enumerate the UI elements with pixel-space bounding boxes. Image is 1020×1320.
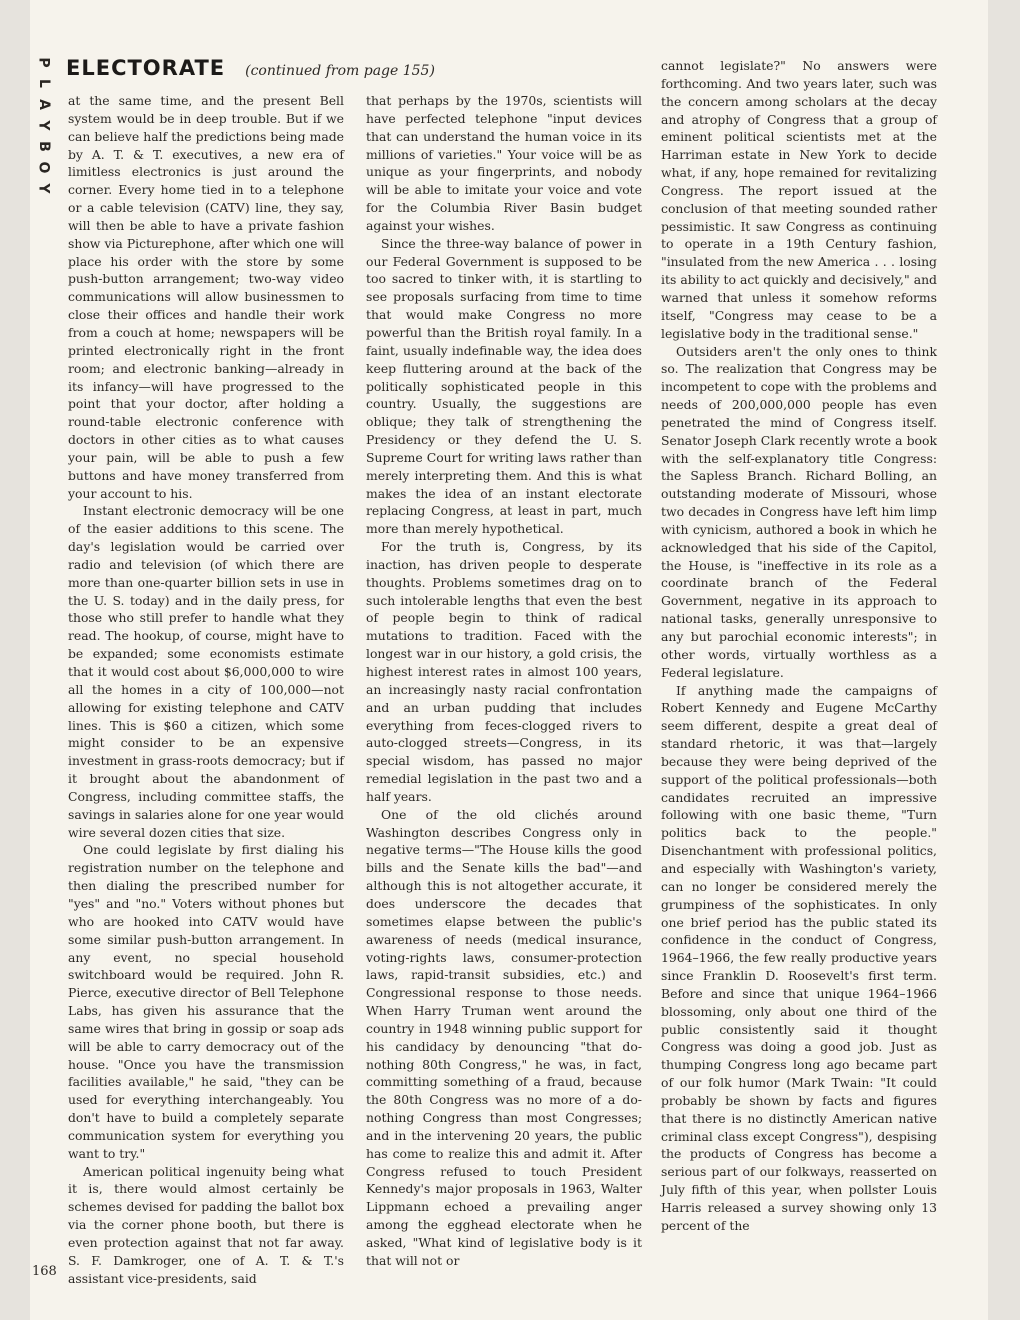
- paragraph: cannot legislate?" No answers were forthcoming. And two years later, such was the concern among scholars at the decay and atrophy of Congress that a group of eminent political scientists met at the Harriman estate in New York to decide what, if any, hope remained for revitalizing Congress. The report issued at the conclusion of that meeting sounded rather pessimistic. It saw Congress as continuing to operate in a 19th Century fashion, "insulated from the new America . . . losing its ability to act quickly and decisively," and warned that unless it somehow reforms itself, "Congress may cease to be a legislative body in the traditional sense.": [661, 58, 937, 341]
- paragraph: Instant electronic democracy will be one of the easier additions to this scene. The day's legislation would be carried over radio and television (of which there are more than one-quarter billion sets in use in the U. S. today) and in the daily press, for those who still prefer to handle what they read. The hookup, of course, might have to be expanded; some economists estimate that it would cost about $6,000,000 to wire all the homes in a city of 100,000—not allowing for existing telephone and CATV lines. This is $60 a citizen, which some might consider to be an expensive investment in grass-roots democracy; but if it brought about the abandonment of Congress, including committee staffs, the savings in salaries alone for one year would wire several dozen cities that size.: [68, 503, 344, 840]
- magazine-page: [30, 0, 988, 1320]
- sidebar-letter: Y: [35, 183, 52, 194]
- paragraph: Outsiders aren't the only ones to think so. The realization that Congress may be incompetent to cope with the problems and needs of 200,000,000 people has even penetrated the mind of Congress itself. Senator Joseph Clark recently wrote a book with the self-explanatory title Congress: the Sapless Branch. Richard Bolling, an outstanding moderate of Missouri, whose two decades in Congress have left him limp with cynicism, authored a book in which he acknowledged that his side of the Capitol, the House, is "ineffective in its role as a coordinate branch of the Federal Government, negative in its approach to national tasks, generally unresponsive to any but parochial economic interests"; in other words, virtually worthless as a Federal legislature.: [661, 343, 937, 680]
- paragraph: One could legislate by first dialing his registration number on the telephone and then dialing the prescribed number for "yes" and "no." Voters without phones but who are hooked into CATV would have some similar push-button arrangement. In any event, no special household switchboard would be required. John R. Pierce, executive director of Bell Telephone Labs, has given his assurance that the same wires that bring in gossip or soap ads will be able to carry democracy out of the house. "Once you have the transmission facilities available," he said, "they can be used for everything interchangeably. You don't have to build a completely separate communication system for everything you want to try.": [68, 842, 344, 1161]
- magazine-name-vertical: [30, 52, 56, 199]
- section-title: ELECTORATE: [66, 56, 226, 80]
- paragraph: One of the old clichés around Washington describes Congress only in negative terms—"The House kills the good bills and the Senate kills the bad"—and although this is not altogether accurate, it does underscore the decades that sometimes elapse between the public's awareness of needs (medical insurance, voting-rights laws, consumer-protection laws, rapid-transit subsidies, etc.) and Congressional response to those needs. When Harry Truman went around the country in 1948 winning public support for his candidacy by denouncing "that do-nothing 80th Congress," he was, in fact, committing something of a fraud, because the 80th Congress was no more of a do-nothing Congress than most Congresses; and in the intervening 20 years, the public has come to realize this and admit it. After Congress refused to touch President Kennedy's major proposals in 1963, Walter Lippmann echoed a prevailing anger among the egghead electorate when he asked, "What kind of legislative body is it that will not or: [366, 806, 642, 1268]
- paragraph: If anything made the campaigns of Robert Kennedy and Eugene McCarthy seem different, despite a great deal of standard rhetoric, it was that—largely because they were being deprived of the support of the political professionals—both candidates recruited an impressive following with one basic theme, "Turn politics back to the people." Disenchantment with professional politics, and especially with Washington's variety, can no longer be considered merely the grumpiness of the sophisticates. In only one brief period has the public stated its confidence in the conduct of Congress, 1964–1966, the few really productive years since Franklin D. Roosevelt's first term. Before and since that unique 1964–1966 blossoming, only about one third of the public consistently said it thought Congress was doing a good job. Just as thumping Congress long ago became part of our folk humor (Mark Twain: "It could probably be shown by facts and figures that there is no distinctly American native criminal class except Congress"), despising the products of Congress has become a serious part of our folkways, reasserted on July fifth of this year, when pollster Louis Harris released a survey showing only 13 percent of the: [661, 682, 937, 1233]
- sidebar-letter: O: [35, 161, 52, 174]
- paragraph: that perhaps by the 1970s, scientists will have perfected telephone "input devices that can understand the human voice in its millions of varieties." Your voice will be as unique as your fingerprints, and nobody will be able to imitate your voice and vote for the Columbia River Basin budget against your wishes.: [366, 93, 642, 233]
- sidebar-letter: Y: [35, 120, 52, 131]
- paragraph: For the truth is, Congress, by its inaction, has driven people to desperate thoughts. Problems sometimes drag on to such intolerable lengths that even the best of people begin to think of radical mutations to tradition. Faced with the longest war in our history, a gold crisis, the highest interest rates in almost 100 years, an increasingly nasty racial confrontation and an urban pudding that includes everything from feces-clogged rivers to auto-clogged streets—Congress, in its special wisdom, has passed no major remedial legislation in the past two and a half years.: [366, 539, 642, 804]
- text-column-3: [661, 57, 937, 1235]
- paragraph: American political ingenuity being what it is, there would almost certainly be schemes devised for padding the ballot box via the corner phone booth, but there is even protection against that not far away. S. F. Damkroger, one of A. T. & T.'s assistant vice-presidents, said: [68, 1163, 344, 1286]
- text-column-2: [366, 92, 642, 1270]
- paragraph: Since the three-way balance of power in our Federal Government is supposed to be too sacred to tinker with, it is startling to see proposals surfacing from time to time that would make Congress no more powerful than the British royal family. In a faint, usually indefinable way, the idea does keep fluttering around at the back of the politically sophisticated people in this country. Usually, the suggestions are oblique; they talk of strengthening the Presidency or they defend the U. S. Supreme Court for writing laws rather than merely interpreting them. And this is what makes the idea of an instant electorate replacing Congress, at least in part, much more than merely hypothetical.: [366, 235, 642, 537]
- article-header: [66, 56, 435, 86]
- sidebar-letter: B: [35, 141, 52, 152]
- continued-note: (continued from page 155): [245, 63, 435, 79]
- paragraph: at the same time, and the present Bell system would be in deep trouble. But if we can believe half the predictions being made by A. T. & T. executives, a new era of limitless electronics is just around the corner. Every home tied in to a telephone or a cable television (CATV) line, they say, will then be able to have a private fashion show via Picturephone, after which one will place his order with the store by some push-button arrangement; two-way video communications will allow businessmen to close their offices and handle their work from a couch at home; newspapers will be printed electronically right in the front room; and electronic banking—already in its infancy—will have progressed to the point that your doctor, after holding a round-table electronic conference with doctors in other cities as to what causes your pain, will be able to push a few buttons and have money transferred from your account to his.: [68, 93, 344, 501]
- sidebar-letter: L: [35, 79, 52, 88]
- sidebar-letter: P: [35, 57, 52, 68]
- page-number: 168: [32, 1264, 57, 1279]
- sidebar-letter: A: [35, 99, 52, 110]
- text-column-1: [68, 92, 344, 1288]
